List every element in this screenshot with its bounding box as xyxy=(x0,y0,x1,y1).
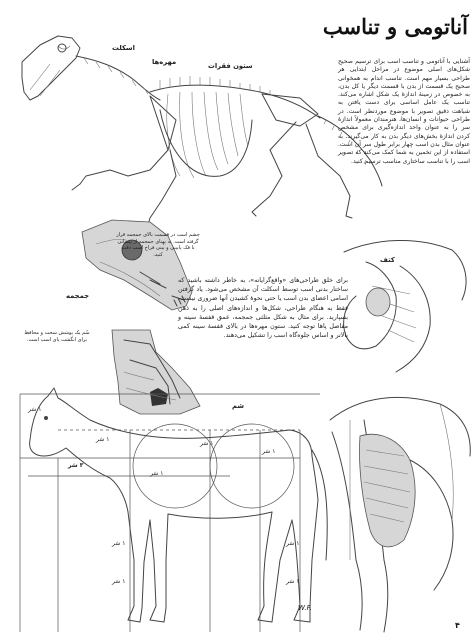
chest-muscle-illustration xyxy=(330,397,470,632)
label-spine: ستون فقرات xyxy=(208,62,253,70)
hoof-caption: سُم یک پوشش سخت و محافظ برای انگشت پای اسب است. xyxy=(24,330,90,343)
label-skeleton: اسکلت xyxy=(112,44,135,52)
skull-caption: چشم اسب در قسمت بالای جمجمه قرار گرفته است. به پهنای جمجمه از پیشانی تا فک پایینی و بینی فراخ اسب دقت کنید. xyxy=(116,232,200,258)
page-title: آناتومی و تناسب xyxy=(322,14,468,39)
mark-three-heads: ۳ سَر xyxy=(68,462,84,469)
intro-paragraph: آشنایی با آناتومی و تناسب اسب برای ترسیم صحیح شکل‌های اصلی موضوع در مراحل ابتدایی هر طراحی بسیار مهم است. تناسب اندام به همخوانی صحیح یک قسمت از بدن با قسمت دیگر یا کل بدن، به خصوص در زمینهٔ اندازهٔ یک شکل اشاره می‌کند. تناسب یک عامل اساسی برای دست یافتن به شباهت دقیق تصویر با موضوع موردنظر است. در طراحی حیوانات و انسان‌ها، هنرمندان معمولاً اندازهٔ سر را به عنوان واحد اندازه‌گیری برای مشخص کردن اندازهٔ بخش‌های دیگر بدن به کار می‌گیرند. به عنوان مثال بدن اسب چهار برابر طول سر آن است. استفاده از این تخمین به شما کمک می‌کند که تصویر اسب را با تناسب ساختاری مناسب ترسیم کنید. xyxy=(338,58,470,165)
artist-signature: W.F. xyxy=(298,604,312,612)
horse-skeleton-illustration xyxy=(22,36,382,236)
mark-head-5: ۱ سَر xyxy=(262,448,276,455)
label-withers: شم xyxy=(232,402,245,410)
label-shoulder: کتف xyxy=(380,256,395,264)
mark-head-8: ۱ سَر xyxy=(286,540,300,547)
mark-head-2: ۱ سَر xyxy=(96,436,110,443)
mark-head-1: ۱ سَر xyxy=(28,406,42,413)
mark-head-7: ۱ سَر xyxy=(112,578,126,585)
mark-head-4: ۱ سَر xyxy=(200,440,214,447)
proportion-horse-illustration xyxy=(20,388,327,632)
label-vertebrae: مهره‌ها xyxy=(152,58,177,66)
mark-head-6: ۱ سَر xyxy=(112,540,126,547)
label-skull: جمجمه xyxy=(66,292,90,300)
shoulder-anatomy-illustration xyxy=(344,240,466,372)
mark-head-9: ۱ سَر xyxy=(286,578,300,585)
skeleton-paragraph: برای خلق طراحی‌های «واقع‌گرایانه»، به خاطر داشته باشید که ساختار بدنی اسب توسط اسکلت آن مشخص می‌شود. یاد گرفتن اسامی اعضای بدن اسب یا حتی نحوهٔ کشیدن آنها ضروری نیست، فقط به هنگام طراحی، شکل‌ها و اندازه‌های اصلی را به ذهن بسپارید. برای مثال به شکل مثلثی جمجمه، عمق قفسهٔ سینه و مفاصل پاها توجه کنید. ستون مهره‌ها در بالای قفسهٔ سینه کمی بالاتر و اساس جلوه‌گاه اسب را تشکیل می‌دهند. xyxy=(178,277,348,340)
hoof-illustration xyxy=(112,330,200,414)
mark-head-3: ۱ سَر xyxy=(150,470,164,477)
page-number: ۴ xyxy=(455,621,460,630)
